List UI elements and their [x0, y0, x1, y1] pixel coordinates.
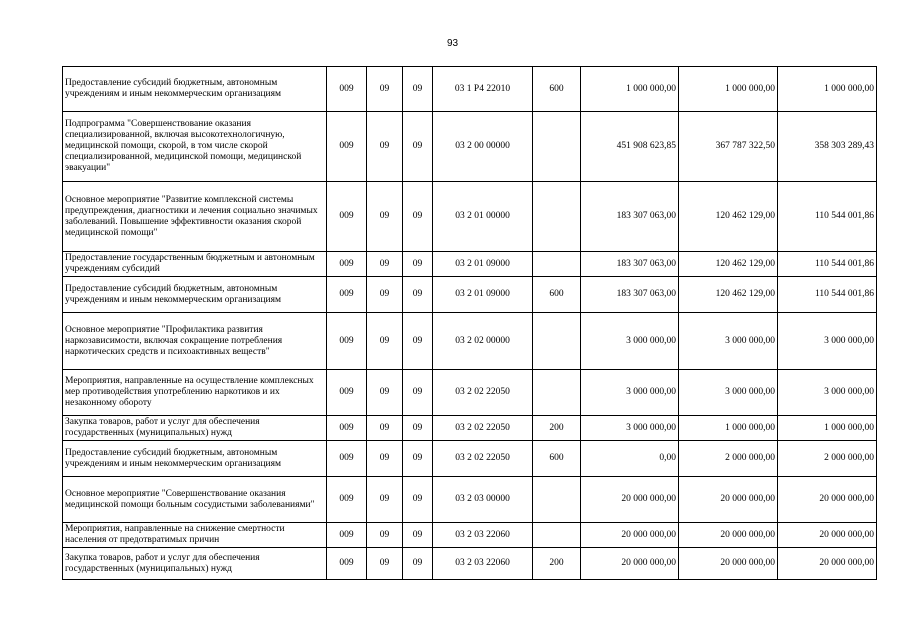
cell-name: Основное мероприятие "Профилактика развития наркозависимости, включая сокращение потребления наркотических средств и психоактивных веществ" [63, 313, 327, 370]
cell-expense-type [533, 112, 581, 182]
cell-amount-year-2: 3 000 000,00 [679, 313, 778, 370]
cell-expense-type [533, 370, 581, 416]
table-row [63, 441, 877, 477]
cell-amount-year-2: 1 000 000,00 [679, 67, 778, 112]
table-row [63, 548, 877, 580]
cell-name: Закупка товаров, работ и услуг для обеспечения государственных (муниципальных) нужд [63, 548, 327, 580]
cell-ministry-code: 009 [327, 67, 367, 112]
cell-ministry-code: 009 [327, 548, 367, 580]
cell-amount-year-2: 20 000 000,00 [679, 548, 778, 580]
cell-section-code: 09 [367, 252, 403, 277]
cell-expense-type [533, 182, 581, 252]
cell-subsection-code: 09 [403, 182, 433, 252]
cell-amount-year-3: 2 000 000,00 [778, 441, 877, 477]
cell-ministry-code: 009 [327, 277, 367, 313]
table-body [63, 67, 877, 580]
cell-expense-type [533, 523, 581, 548]
cell-target-article: 03 2 01 09000 [433, 277, 533, 313]
cell-subsection-code: 09 [403, 416, 433, 441]
cell-amount-year-1: 1 000 000,00 [581, 67, 679, 112]
cell-section-code: 09 [367, 182, 403, 252]
cell-subsection-code: 09 [403, 548, 433, 580]
cell-section-code: 09 [367, 477, 403, 523]
cell-subsection-code: 09 [403, 67, 433, 112]
cell-section-code: 09 [367, 67, 403, 112]
cell-ministry-code: 009 [327, 313, 367, 370]
table-row [63, 252, 877, 277]
cell-subsection-code: 09 [403, 313, 433, 370]
cell-name: Закупка товаров, работ и услуг для обеспечения государственных (муниципальных) нужд [63, 416, 327, 441]
cell-expense-type: 600 [533, 67, 581, 112]
cell-name: Предоставление субсидий бюджетным, автономным учреждениям и иным некоммерческим организациям [63, 67, 327, 112]
cell-amount-year-3: 110 544 001,86 [778, 252, 877, 277]
cell-expense-type: 600 [533, 441, 581, 477]
table-row [63, 67, 877, 112]
cell-target-article: 03 1 Р4 22010 [433, 67, 533, 112]
table-row [63, 370, 877, 416]
cell-amount-year-1: 0,00 [581, 441, 679, 477]
table-row [63, 277, 877, 313]
cell-amount-year-3: 1 000 000,00 [778, 67, 877, 112]
cell-amount-year-1: 3 000 000,00 [581, 416, 679, 441]
table-row [63, 112, 877, 182]
cell-target-article: 03 2 02 22050 [433, 416, 533, 441]
table-row [63, 523, 877, 548]
cell-amount-year-1: 183 307 063,00 [581, 277, 679, 313]
cell-ministry-code: 009 [327, 441, 367, 477]
cell-subsection-code: 09 [403, 252, 433, 277]
cell-section-code: 09 [367, 277, 403, 313]
table-row [63, 313, 877, 370]
cell-amount-year-3: 110 544 001,86 [778, 182, 877, 252]
cell-section-code: 09 [367, 416, 403, 441]
cell-ministry-code: 009 [327, 370, 367, 416]
cell-expense-type: 600 [533, 277, 581, 313]
cell-amount-year-2: 1 000 000,00 [679, 416, 778, 441]
cell-subsection-code: 09 [403, 441, 433, 477]
cell-section-code: 09 [367, 441, 403, 477]
cell-amount-year-3: 20 000 000,00 [778, 548, 877, 580]
cell-name: Подпрограмма "Совершенствование оказания специализированной, включая высокотехнологичную, медицинской помощи, скорой, в том числе скорой специализированной, медицинской помощи, медицинской эвакуации" [63, 112, 327, 182]
cell-ministry-code: 009 [327, 182, 367, 252]
cell-target-article: 03 2 02 22050 [433, 370, 533, 416]
page-number: 93 [446, 38, 459, 49]
cell-amount-year-1: 451 908 623,85 [581, 112, 679, 182]
cell-subsection-code: 09 [403, 112, 433, 182]
cell-target-article: 03 2 01 00000 [433, 182, 533, 252]
cell-expense-type [533, 313, 581, 370]
cell-amount-year-3: 3 000 000,00 [778, 313, 877, 370]
budget-table [62, 66, 877, 580]
cell-amount-year-3: 1 000 000,00 [778, 416, 877, 441]
cell-subsection-code: 09 [403, 477, 433, 523]
cell-expense-type [533, 252, 581, 277]
cell-amount-year-3: 20 000 000,00 [778, 477, 877, 523]
cell-amount-year-1: 3 000 000,00 [581, 370, 679, 416]
cell-ministry-code: 009 [327, 523, 367, 548]
cell-target-article: 03 2 02 00000 [433, 313, 533, 370]
cell-target-article: 03 2 03 22060 [433, 523, 533, 548]
cell-name: Основное мероприятие "Совершенствование оказания медицинской помощи больным сосудистыми заболеваниями" [63, 477, 327, 523]
cell-subsection-code: 09 [403, 523, 433, 548]
cell-expense-type [533, 477, 581, 523]
cell-amount-year-2: 120 462 129,00 [679, 277, 778, 313]
cell-target-article: 03 2 01 09000 [433, 252, 533, 277]
cell-amount-year-2: 20 000 000,00 [679, 477, 778, 523]
cell-subsection-code: 09 [403, 277, 433, 313]
cell-target-article: 03 2 00 00000 [433, 112, 533, 182]
cell-subsection-code: 09 [403, 370, 433, 416]
table-row [63, 477, 877, 523]
cell-expense-type: 200 [533, 548, 581, 580]
cell-amount-year-2: 367 787 322,50 [679, 112, 778, 182]
cell-target-article: 03 2 03 22060 [433, 548, 533, 580]
cell-section-code: 09 [367, 112, 403, 182]
cell-section-code: 09 [367, 370, 403, 416]
cell-name: Основное мероприятие "Развитие комплексной системы предупреждения, диагностики и лечения социально значимых заболеваний. Повышение эффективности оказания скорой медицинской помощи" [63, 182, 327, 252]
cell-section-code: 09 [367, 548, 403, 580]
cell-amount-year-1: 3 000 000,00 [581, 313, 679, 370]
cell-name: Предоставление субсидий бюджетным, автономным учреждениям и иным некоммерческим организациям [63, 277, 327, 313]
cell-amount-year-2: 120 462 129,00 [679, 252, 778, 277]
cell-section-code: 09 [367, 313, 403, 370]
cell-ministry-code: 009 [327, 252, 367, 277]
cell-amount-year-1: 183 307 063,00 [581, 252, 679, 277]
cell-target-article: 03 2 02 22050 [433, 441, 533, 477]
cell-amount-year-3: 110 544 001,86 [778, 277, 877, 313]
cell-expense-type: 200 [533, 416, 581, 441]
cell-section-code: 09 [367, 523, 403, 548]
cell-target-article: 03 2 03 00000 [433, 477, 533, 523]
cell-amount-year-3: 3 000 000,00 [778, 370, 877, 416]
cell-amount-year-3: 358 303 289,43 [778, 112, 877, 182]
cell-amount-year-3: 20 000 000,00 [778, 523, 877, 548]
cell-ministry-code: 009 [327, 477, 367, 523]
cell-name: Мероприятия, направленные на снижение смертности населения от предотвратимых причин [63, 523, 327, 548]
cell-amount-year-1: 20 000 000,00 [581, 548, 679, 580]
cell-name: Предоставление субсидий бюджетным, автономным учреждениям и иным некоммерческим организациям [63, 441, 327, 477]
cell-amount-year-2: 20 000 000,00 [679, 523, 778, 548]
cell-ministry-code: 009 [327, 112, 367, 182]
table-row [63, 416, 877, 441]
cell-amount-year-1: 183 307 063,00 [581, 182, 679, 252]
cell-amount-year-2: 3 000 000,00 [679, 370, 778, 416]
cell-name: Предоставление государственным бюджетным и автономным учреждениям субсидий [63, 252, 327, 277]
cell-amount-year-1: 20 000 000,00 [581, 523, 679, 548]
cell-amount-year-2: 2 000 000,00 [679, 441, 778, 477]
cell-name: Мероприятия, направленные на осуществление комплексных мер противодействия употреблению наркотиков и их незаконному обороту [63, 370, 327, 416]
cell-ministry-code: 009 [327, 416, 367, 441]
cell-amount-year-1: 20 000 000,00 [581, 477, 679, 523]
cell-amount-year-2: 120 462 129,00 [679, 182, 778, 252]
table-row [63, 182, 877, 252]
